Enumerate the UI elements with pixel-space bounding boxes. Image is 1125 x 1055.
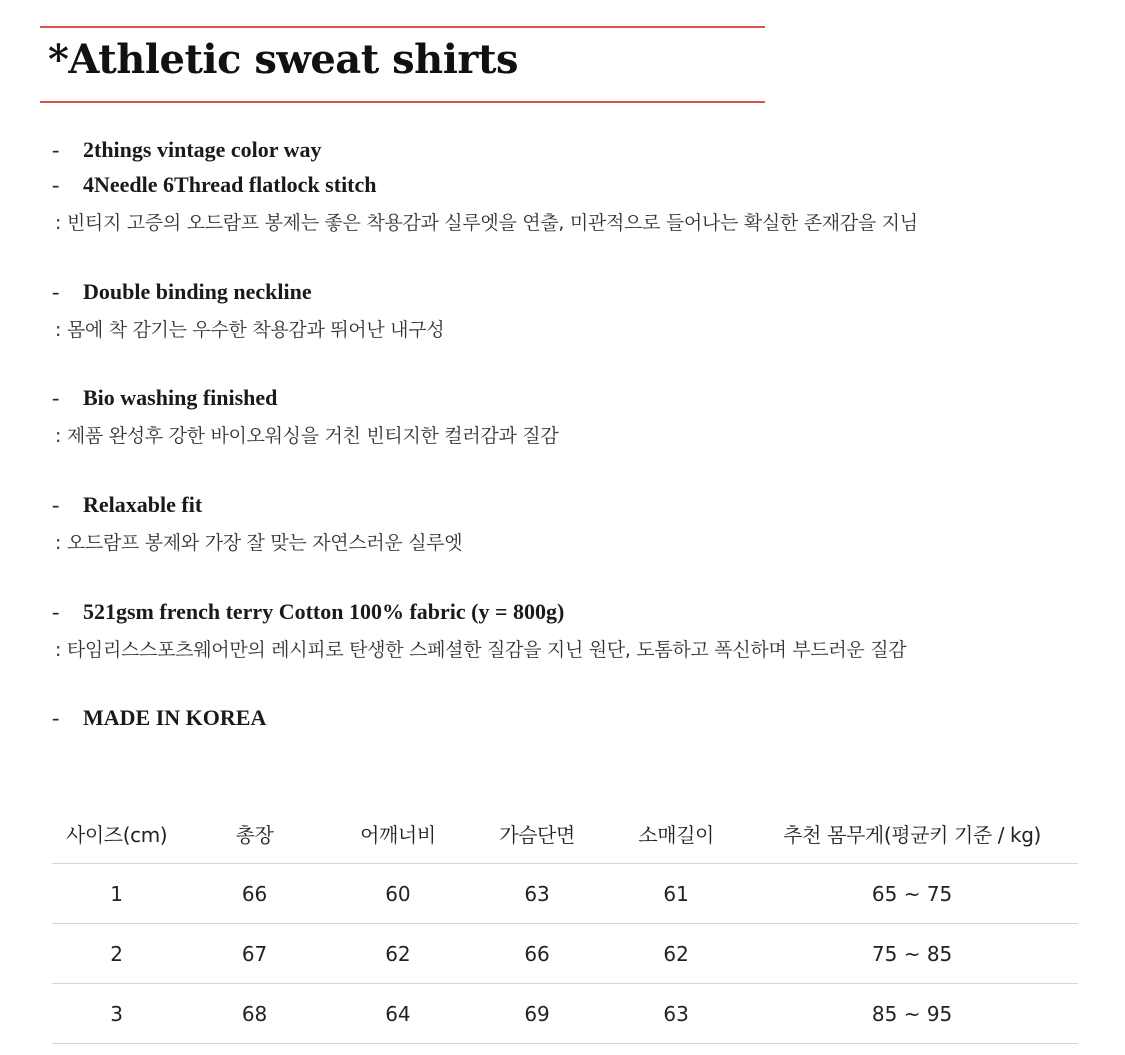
feature-heading: 4Needle 6Thread flatlock stitch (83, 172, 377, 197)
cell-sleeve: 61 (606, 864, 746, 924)
column-header-shoulder: 어깨너비 (328, 803, 468, 864)
table-row (52, 984, 1078, 1044)
bullet-dash: - (52, 599, 60, 624)
cell-length: 66 (181, 864, 328, 924)
cell-shoulder: 60 (328, 864, 468, 924)
feature-heading: Relaxable fit (83, 492, 203, 517)
bullet-dash: - (52, 279, 60, 304)
cell-weight: 65 ~ 75 (746, 864, 1078, 924)
cell-shoulder: 64 (328, 984, 468, 1044)
cell-chest: 66 (468, 924, 606, 984)
feature-description: : 제품 완성후 강한 바이오워싱을 거친 빈티지한 컬러감과 질감 (55, 425, 559, 447)
column-header-size: 사이즈(cm) (52, 803, 181, 864)
bullet-dash: - (52, 705, 60, 730)
cell-chest: 63 (468, 864, 606, 924)
title-bottom-rule (40, 101, 765, 103)
feature-heading: MADE IN KOREA (83, 705, 267, 730)
column-header-sleeve: 소매길이 (606, 803, 746, 864)
feature-heading: Bio washing finished (83, 385, 278, 410)
column-header-length: 총장 (181, 803, 328, 864)
page-title: *Athletic sweat shirts (48, 36, 518, 83)
cell-chest: 69 (468, 984, 606, 1044)
feature-heading: Double binding neckline (83, 279, 312, 304)
cell-size: 1 (52, 864, 181, 924)
column-header-weight: 추천 몸무게(평균키 기준 / kg) (746, 803, 1078, 864)
table-row (52, 864, 1078, 924)
feature-description: : 오드람프 봉제와 가장 잘 맞는 자연스러운 실루엣 (55, 532, 463, 554)
bullet-dash: - (52, 137, 60, 162)
feature-heading: 521gsm french terry Cotton 100% fabric (y = 800g) (83, 599, 565, 624)
cell-sleeve: 62 (606, 924, 746, 984)
feature-description: : 몸에 착 감기는 우수한 착용감과 뛰어난 내구성 (55, 319, 445, 341)
column-header-chest: 가슴단면 (468, 803, 606, 864)
cell-weight: 85 ~ 95 (746, 984, 1078, 1044)
table-row (52, 924, 1078, 984)
cell-size: 2 (52, 924, 181, 984)
cell-length: 67 (181, 924, 328, 984)
size-table (52, 803, 1078, 1044)
feature-heading: 2things vintage color way (83, 137, 322, 162)
cell-weight: 75 ~ 85 (746, 924, 1078, 984)
bullet-dash: - (52, 172, 60, 197)
feature-description: : 빈티지 고증의 오드람프 봉제는 좋은 착용감과 실루엣을 연출, 미관적으로 들어나는 확실한 존재감을 지님 (55, 212, 918, 234)
title-top-rule (40, 26, 765, 28)
feature-description: : 타임리스스포츠웨어만의 레시피로 탄생한 스페셜한 질감을 지닌 원단, 도톰하고 폭신하며 부드러운 질감 (55, 639, 907, 661)
bullet-dash: - (52, 492, 60, 517)
size-table-header-row (52, 803, 1078, 864)
cell-shoulder: 62 (328, 924, 468, 984)
cell-size: 3 (52, 984, 181, 1044)
cell-sleeve: 63 (606, 984, 746, 1044)
cell-length: 68 (181, 984, 328, 1044)
bullet-dash: - (52, 385, 60, 410)
